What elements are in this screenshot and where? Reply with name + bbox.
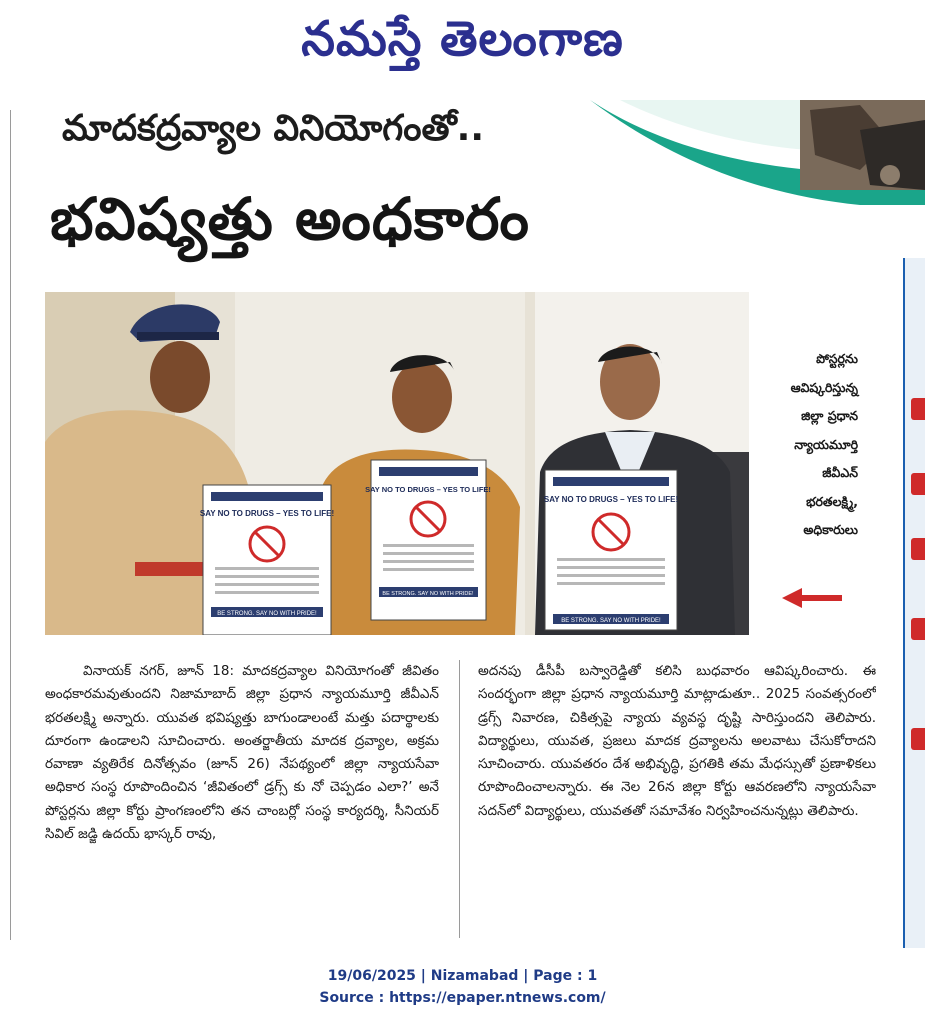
column-divider [459, 660, 460, 938]
source-link[interactable]: Source : https://epaper.ntnews.com/ [319, 990, 606, 1006]
masthead [0, 0, 925, 90]
caption-line: జీవీఎన్ [822, 465, 858, 480]
poster-footer: BE STRONG. SAY NO WITH PRIDE! [561, 618, 661, 624]
article-column-right [478, 660, 876, 940]
edition-info: 19/06/2025 | Nizamabad | Page : 1 [327, 968, 598, 984]
caption-line: జిల్లా ప్రధాన [801, 408, 858, 423]
poster-footer: BE STRONG. SAY NO WITH PRIDE! [217, 611, 317, 617]
caption-line: ఆవిష్కరిస్తున్న [790, 379, 858, 395]
poster-heading: SAY NO TO DRUGS – YES TO LIFE! [543, 495, 679, 504]
poster-heading: SAY NO TO DRUGS – YES TO LIFE! [365, 485, 491, 494]
poster-footer: BE STRONG. SAY NO WITH PRIDE! [382, 591, 474, 597]
left-rule [10, 110, 11, 940]
caption-line: పోస్టర్లను [816, 351, 858, 366]
article-body-text: వినాయక్ నగర్, జూన్ 18: మాదకద్రవ్యాల వినియోగంతో జీవితం అంధకారమవుతుందని నిజామాబాద్ జిల్లా ప్రధాన న్యాయమూర్తి జీవీఎన్ భరతలక్ష్మి అన్నారు. యువత భవిష్యత్తు బాగుండాలంటే మత్తు పదార్థాలకు దూరంగా ఉండాలని సూచించారు. అంతర్జాతీయ మాదక ద్రవ్యాల, అక్రమ రవాణా వ్యతిరేక దినోత్సవం (జూన్ 26) నేపథ్యంలో జిల్లా న్యాయసేవా అధికార సంస్థ రూపొందించిన ‘జీవితంలో డ్రగ్స్ కు నో చెప్పడం ఎలా?’ అనే పోస్టర్లను జిల్లా కోర్టు ప్రాంగణంలోని తన చాంబర్లో సంస్థ కార్యదర్శి, సీనియర్ సివిల్ జడ్జి ఉదయ్ భాస్కర్ రావు, [45, 663, 439, 843]
caption-arrow-icon [782, 584, 844, 612]
page-footer [0, 965, 925, 1009]
article-column-left [45, 660, 439, 940]
caption-line: న్యాయమూర్తి [794, 436, 858, 452]
newspaper-title: నమస్తే తెలంగాణ [301, 11, 624, 67]
caption-line: భరతలక్ష్మి, [806, 493, 858, 509]
photo-caption [754, 345, 858, 545]
adjacent-ad-strip [903, 258, 925, 948]
poster-heading: SAY NO TO DRUGS – YES TO LIFE! [199, 509, 335, 518]
article-headline: భవిష్యత్తు అంధకారం [50, 185, 530, 253]
article-kicker: మాదకద్రవ్యాల వినియోగంతో.. [62, 108, 484, 149]
article-photo [45, 292, 749, 635]
decorative-band-image [560, 100, 925, 205]
caption-line: అధికారులు [803, 522, 858, 537]
article-body-text: అదనపు డీసీపీ బస్వారెడ్డితో కలిసి బుధవారం ఆవిష్కరించారు. ఈ సందర్భంగా జిల్లా ప్రధాన న్యాయమూర్తి మాట్లాడుతూ.. 2025 సంవత్సరంలో డ్రగ్స్ నివారణ, చికిత్సపై న్యాయ వ్యవస్థ దృష్టి సారిస్తుందని తెలిపారు. విద్యార్థులు, యువత, ప్రజలు మాదక ద్రవ్యాలను అలవాటు చేసుకోరాదని సూచించారు. యువతరం దేశ అభివృద్ధి, ప్రగతికి తమ మేధస్సుతో ప్రణాళికలు రూపొందించాలన్నారు. ఈ నెల 26న జిల్లా కోర్టు ఆవరణలోని న్యాయసేవా సదన్‌లో విద్యార్థులు, యువతతో సమావేశం నిర్వహించనున్నట్లు తెలిపారు. [478, 663, 876, 819]
